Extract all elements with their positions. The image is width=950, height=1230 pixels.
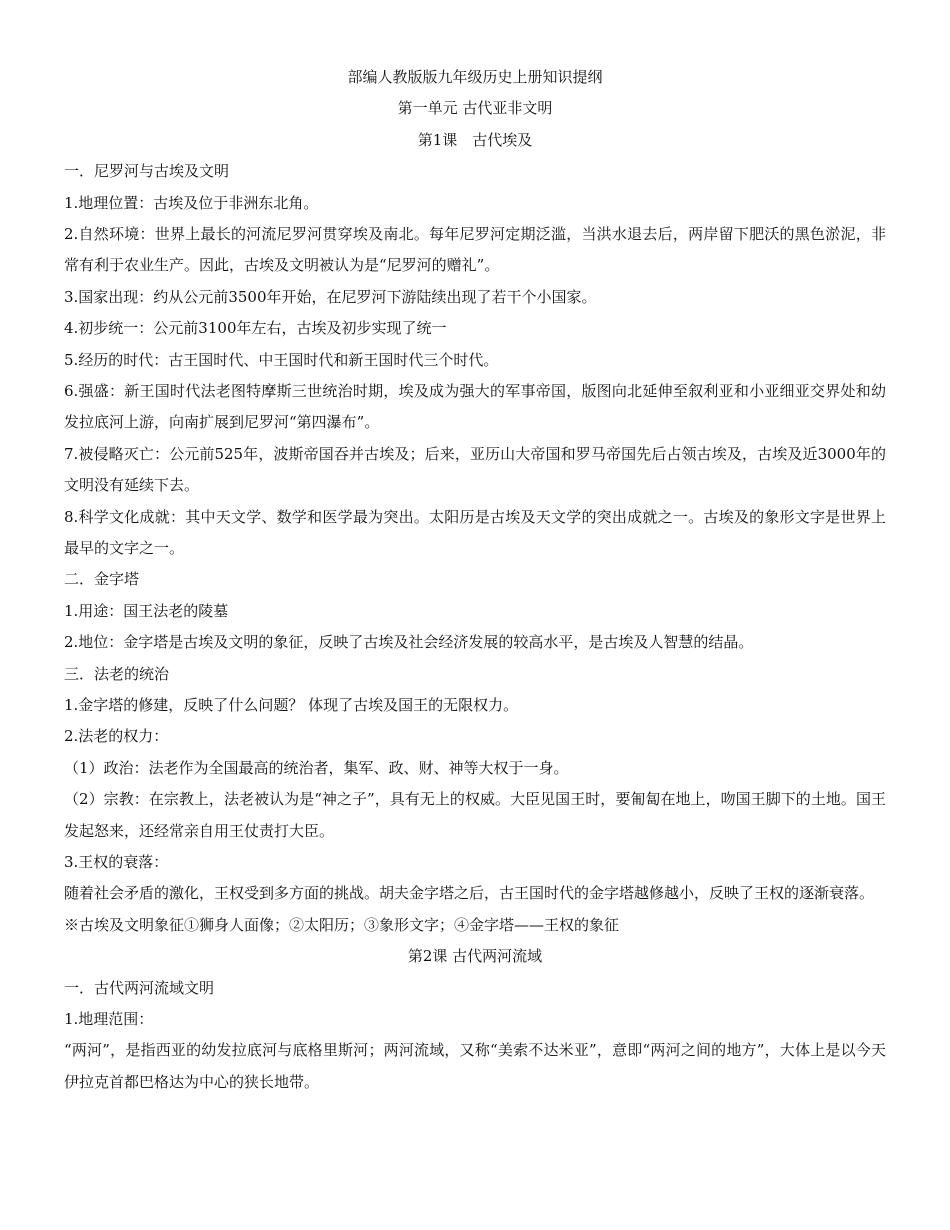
lesson-2-section-1 [64, 973, 886, 1099]
paragraph: 2.地位：金字塔是古埃及文明的象征，反映了古埃及社会经济发展的较高水平，是古埃及人智慧的结晶。 [64, 633, 754, 652]
summary-note: ※古埃及文明象征①狮身人面像；②太阳历；③象形文字；④金字塔——王权的象征 [64, 915, 620, 934]
lesson-1-title: 第1课 古代埃及 [417, 130, 533, 149]
paragraph: 1.地理位置：古埃及位于非洲东北角。 [64, 193, 319, 212]
unit-title: 第一单元 古代亚非文明 [397, 99, 553, 118]
paragraph: （1）政治：法老作为全国最高的统治者，集军、政、财、神等大权于一身。 [64, 758, 569, 777]
document-title: 部编人教版版九年级历史上册知识提纲 [347, 68, 603, 86]
paragraph: 随着社会矛盾的激化，王权受到多方面的挑战。胡夫金字塔之后，古王国时代的金字塔越修越小，反映了王权的逐渐衰落。 [64, 884, 875, 903]
document-body [64, 62, 886, 1098]
paragraph: 6.强盛：新王国时代法老图特摩斯三世统治时期，埃及成为强大的军事帝国，版图向北延伸至叙利亚和小亚细亚交界处和幼发拉底河上游，向南扩展到尼罗河“第四瀑布”。 [64, 381, 886, 432]
paragraph: “两河”，是指西亚的幼发拉底河与底格里斯河；两河流域，又称“美索不达米亚”，意即“两河之间的地方”，大体上是以今天伊拉克首都巴格达为中心的狭长地带。 [64, 1041, 886, 1091]
section-heading: 二．金字塔 [64, 570, 140, 589]
paragraph: 1.金字塔的修建，反映了什么问题？ 体现了古埃及国王的无限权力。 [64, 695, 519, 714]
paragraph: 5.经历的时代：古王国时代、中王国时代和新王国时代三个时代。 [64, 350, 499, 369]
paragraph: 3.王权的衰落： [64, 852, 169, 871]
lesson-2-title: 第2课 古代两河流域 [407, 947, 543, 966]
paragraph: （2）宗教：在宗教上，法老被认为是“神之子”，具有无上的权威。大臣见国王时，要匍匐在地上，吻国王脚下的土地。国王发起怒来，还经常亲自用王仗责打大臣。 [64, 790, 886, 840]
lesson-1-section-1 [64, 156, 886, 564]
paragraph: 2.自然环境：世界上最长的河流尼罗河贯穿埃及南北。每年尼罗河定期泛滥，当洪水退去后，两岸留下肥沃的黑色淤泥，非常有利于农业生产。因此，古埃及文明被认为是“尼罗河的赠礼”。 [64, 224, 886, 275]
section-heading: 一．尼罗河与古埃及文明 [64, 162, 230, 181]
paragraph: 7.被侵略灭亡：公元前525年，波斯帝国吞并古埃及；后来，亚历山大帝国和罗马帝国先后占领古埃及，古埃及近3000年的文明没有延续下去。 [64, 444, 886, 495]
section-heading: 三．法老的统治 [64, 664, 170, 683]
paragraph: 3.国家出现：约从公元前3500年开始，在尼罗河下游陆续出现了若干个小国家。 [64, 287, 597, 306]
paragraph: 8.科学文化成就：其中天文学、数学和医学最为突出。太阳历是古埃及天文学的突出成就之一。古埃及的象形文字是世界上最早的文字之一。 [64, 507, 886, 557]
paragraph: 1.地理范围： [64, 1009, 154, 1028]
lesson-1-section-2 [64, 564, 886, 658]
section-heading: 一．古代两河流域文明 [64, 978, 215, 997]
lesson-1-section-3 [64, 659, 886, 942]
paragraph: 1.用途：国王法老的陵墓 [64, 601, 229, 620]
paragraph: 4.初步统一：公元前3100年左右，古埃及初步实现了统一 [64, 319, 447, 338]
paragraph: 2.法老的权力： [64, 727, 169, 746]
